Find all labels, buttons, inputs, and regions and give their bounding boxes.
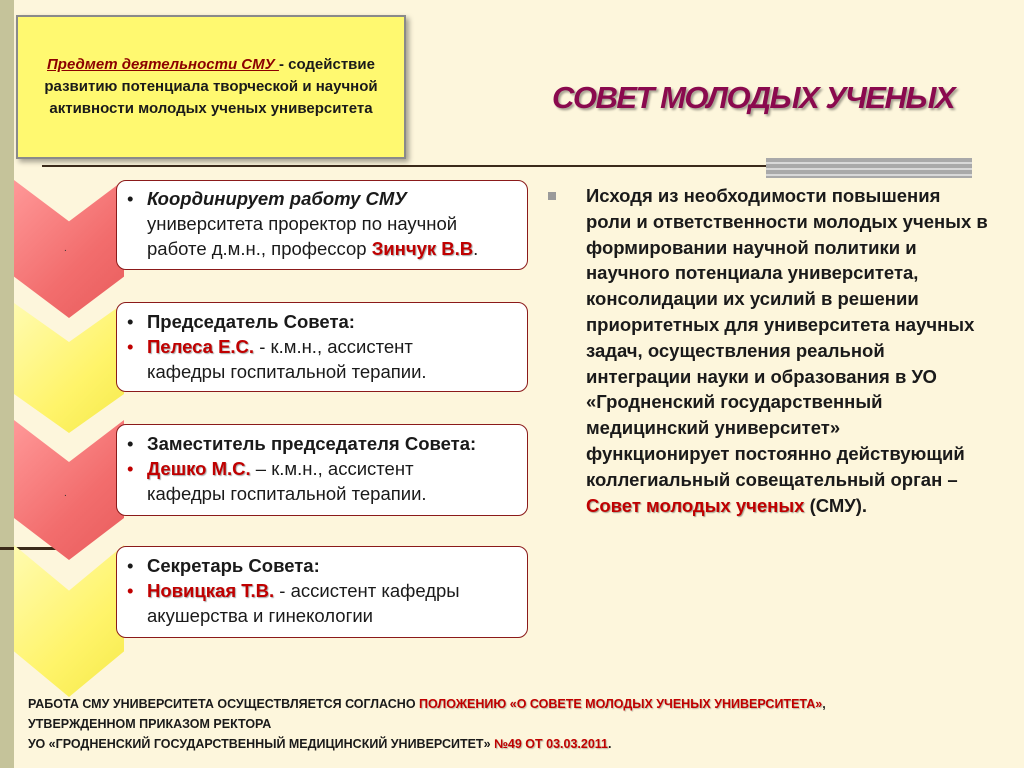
description-paragraph	[548, 183, 988, 518]
card-bullet-red: •	[127, 458, 134, 479]
description-block	[548, 183, 988, 518]
divider-gray-bar	[766, 158, 972, 178]
card-coordinator	[116, 180, 528, 270]
card-chairman	[116, 302, 528, 392]
footer-order-number: №49 ОТ 03.03.2011	[494, 737, 609, 751]
card-bullet: •	[127, 311, 134, 332]
page-title: СОВЕТ МОЛОДЫХ УЧЕНЫХ	[552, 80, 955, 115]
footer-line3: УО «ГРОДНЕНСКИЙ ГОСУДАРСТВЕННЫЙ МЕДИЦИНСКИЙ УНИВЕРСИТЕТ»	[28, 737, 494, 751]
chairman-name: Пелеса Е.С.	[147, 336, 255, 357]
secretary-name: Новицкая Т.В.	[147, 580, 275, 601]
chevron-red-1	[14, 180, 124, 318]
coordinator-line2: университета проректор по научной	[147, 213, 458, 234]
description-text: Исходя из необходимости повышения роли и ответственности молодых ученых в формировании научной политики и научного потенциала университета, консолидации их усилий в решении приоритетных для университета научных задач, осуществления реальной интеграции науки и образования в УО «Гродненский государственный медицинский университет» функционирует постоянно действующий коллегиальный совещательный орган –	[586, 185, 988, 490]
divider-short-line	[0, 547, 60, 550]
chairman-heading: Председатель Совета:	[147, 311, 355, 332]
coordinator-heading: Координирует работу СМУ	[147, 188, 407, 209]
subject-box	[16, 15, 406, 159]
card-secretary	[116, 546, 528, 638]
card-bullet: •	[127, 555, 134, 576]
deputy-heading: Заместитель председателя Совета:	[147, 433, 477, 454]
footer-note	[28, 694, 1008, 754]
subject-dash: -	[278, 56, 284, 73]
card-bullet-red: •	[127, 580, 134, 601]
footer-line3-period: .	[608, 737, 612, 751]
subject-text	[30, 54, 392, 120]
secretary-desc2: акушерства и гинекологии	[147, 605, 373, 626]
card-deputy	[116, 424, 528, 516]
deputy-name: Дешко М.С.	[147, 458, 251, 479]
square-bullet-icon	[548, 192, 556, 200]
chairman-desc1: - к.м.н., ассистент	[254, 336, 413, 357]
chevron-red-2	[14, 420, 124, 560]
footer-line1: РАБОТА СМУ УНИВЕРСИТЕТА ОСУЩЕСТВЛЯЕТСЯ СОГЛАСНО	[28, 697, 420, 711]
footer-regulation-link: ПОЛОЖЕНИЮ «О СОВЕТЕ МОЛОДЫХ УЧЕНЫХ УНИВЕРСИТЕТА»	[419, 697, 823, 711]
chevron-yellow-1	[14, 303, 124, 433]
secretary-desc1: - ассистент кафедры	[274, 580, 460, 601]
subject-description: содействие развитию потенциала творческой и научной активности молодых ученых университета	[44, 56, 378, 117]
deputy-desc1: – к.м.н., ассистент	[250, 458, 414, 479]
description-highlight: Совет молодых ученых	[586, 494, 805, 516]
footer-line2: УТВЕРЖДЕННОМ ПРИКАЗОМ РЕКТОРА	[28, 717, 272, 731]
chevron-yellow-2	[14, 545, 124, 697]
coordinator-period: .	[473, 238, 479, 259]
deputy-desc2: кафедры госпитальной терапии.	[147, 483, 427, 504]
chevron-dot-2: .	[64, 488, 67, 499]
chairman-desc2: кафедры госпитальной терапии.	[147, 361, 427, 382]
card-bullet: •	[127, 188, 134, 209]
secretary-heading: Секретарь Совета:	[147, 555, 320, 576]
footer-line1-comma: ,	[822, 697, 826, 711]
subject-label: Предмет деятельности СМУ	[47, 56, 279, 73]
card-bullet: •	[127, 433, 134, 454]
coordinator-line3: работе д.м.н., профессор	[147, 238, 372, 259]
description-tail: (СМУ).	[804, 494, 868, 516]
coordinator-name: Зинчук В.В	[371, 238, 474, 259]
card-bullet-red: •	[127, 336, 134, 357]
left-decorative-strip	[0, 0, 14, 768]
chevron-dot-1: .	[64, 243, 67, 254]
